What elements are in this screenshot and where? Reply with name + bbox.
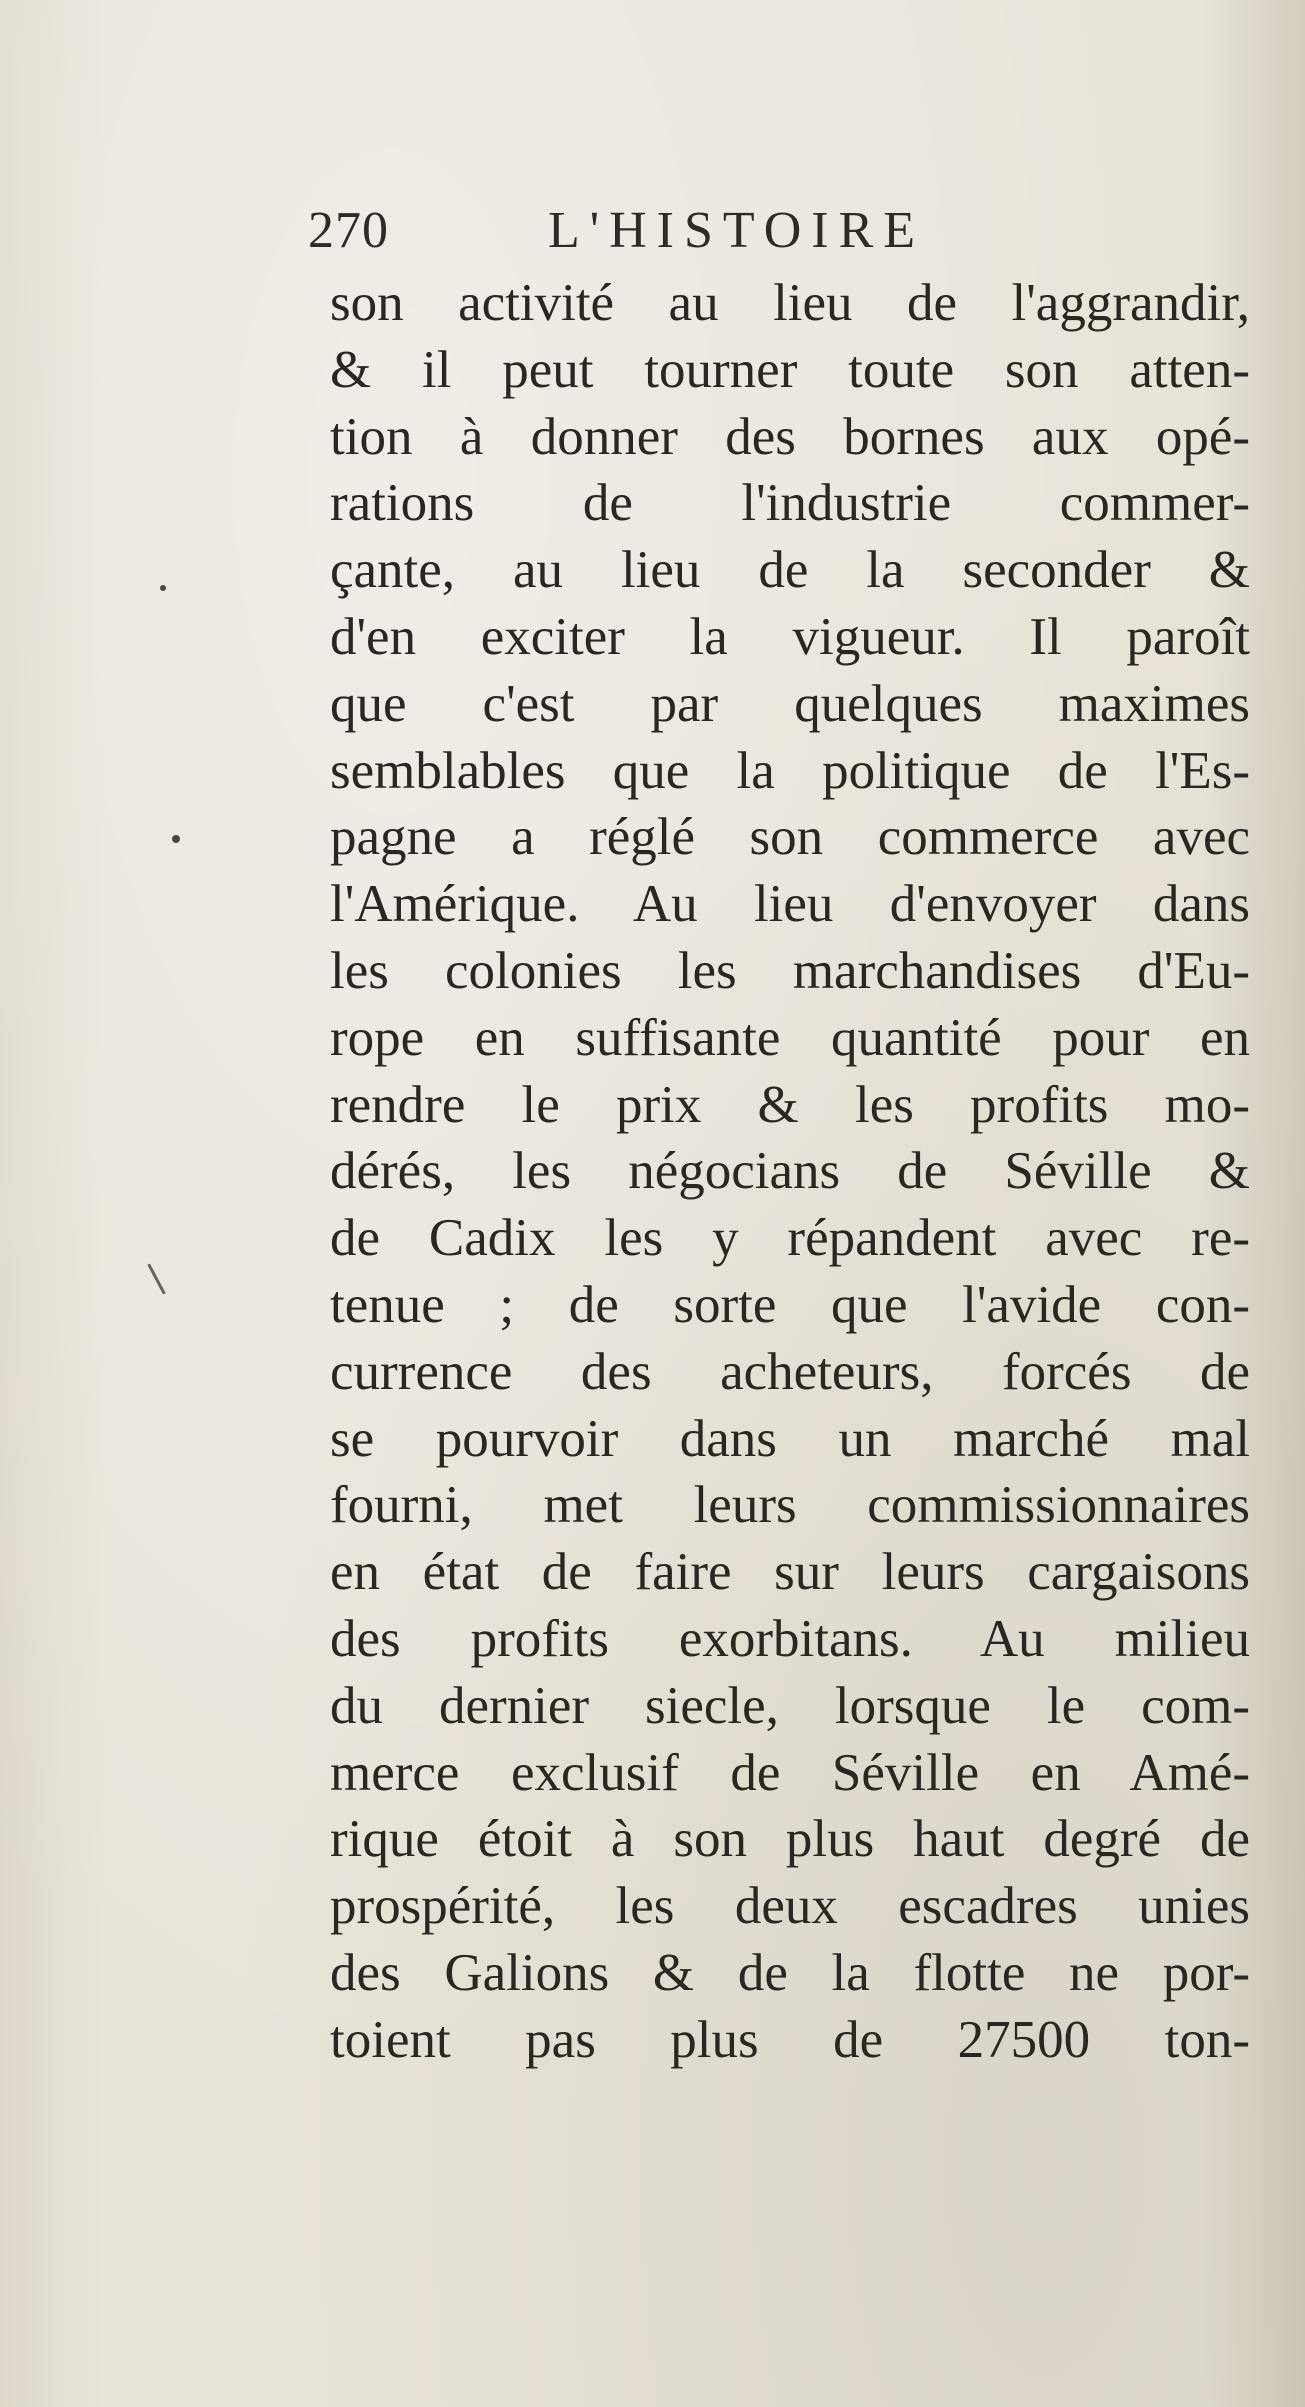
page-header [308,196,1008,266]
paper-speck [172,835,180,843]
running-head: L'HISTOIRE [548,202,926,259]
text-line: de Cadix les y répandent avec re- [330,1209,1250,1268]
text-line: rique étoit à son plus haut degré de [330,1810,1250,1869]
paper-speck [160,585,166,591]
text-line: rope en suffisante quantité pour en [330,1008,1250,1067]
paper-speck [147,1263,166,1294]
text-line: des Galions & de la flotte ne por- [330,1943,1250,2002]
text-line: des profits exorbitans. Au milieu [330,1609,1250,1668]
text-line: toient pas plus de 27500 ton- [330,2010,1250,2069]
text-line: & il peut tourner toute son atten- [330,340,1250,399]
text-line: que c'est par quelques maximes [330,674,1250,733]
text-line: d'en exciter la vigueur. Il paroît [330,607,1250,666]
text-line: currence des acheteurs, forcés de [330,1342,1250,1401]
text-line: pagne a réglé son commerce avec [330,808,1250,867]
page-number: 270 [308,202,389,259]
text-line: semblables que la politique de l'Es- [330,741,1250,800]
text-line: en état de faire sur leurs cargaisons [330,1543,1250,1602]
text-line: l'Amérique. Au lieu d'envoyer dans [330,875,1250,934]
body-text [330,270,1250,2074]
text-line: çante, au lieu de la seconder & [330,541,1250,600]
text-line: rendre le prix & les profits mo- [330,1075,1250,1134]
text-line: se pourvoir dans un marché mal [330,1409,1250,1468]
text-line: tion à donner des bornes aux opé- [330,407,1250,466]
text-line: son activité au lieu de l'aggrandir, [330,274,1250,332]
text-line: rations de l'industrie commer- [330,474,1250,533]
text-line: prospérité, les deux escadres unies [330,1877,1250,1936]
text-line: les colonies les marchandises d'Eu- [330,941,1250,1000]
text-line: du dernier siecle, lorsque le com- [330,1676,1250,1735]
text-line: merce exclusif de Séville en Amé- [330,1743,1250,1802]
text-line: tenue ; de sorte que l'avide con- [330,1275,1250,1334]
text-line: fourni, met leurs commissionnaires [330,1476,1250,1535]
text-line: dérés, les négocians de Séville & [330,1142,1250,1201]
